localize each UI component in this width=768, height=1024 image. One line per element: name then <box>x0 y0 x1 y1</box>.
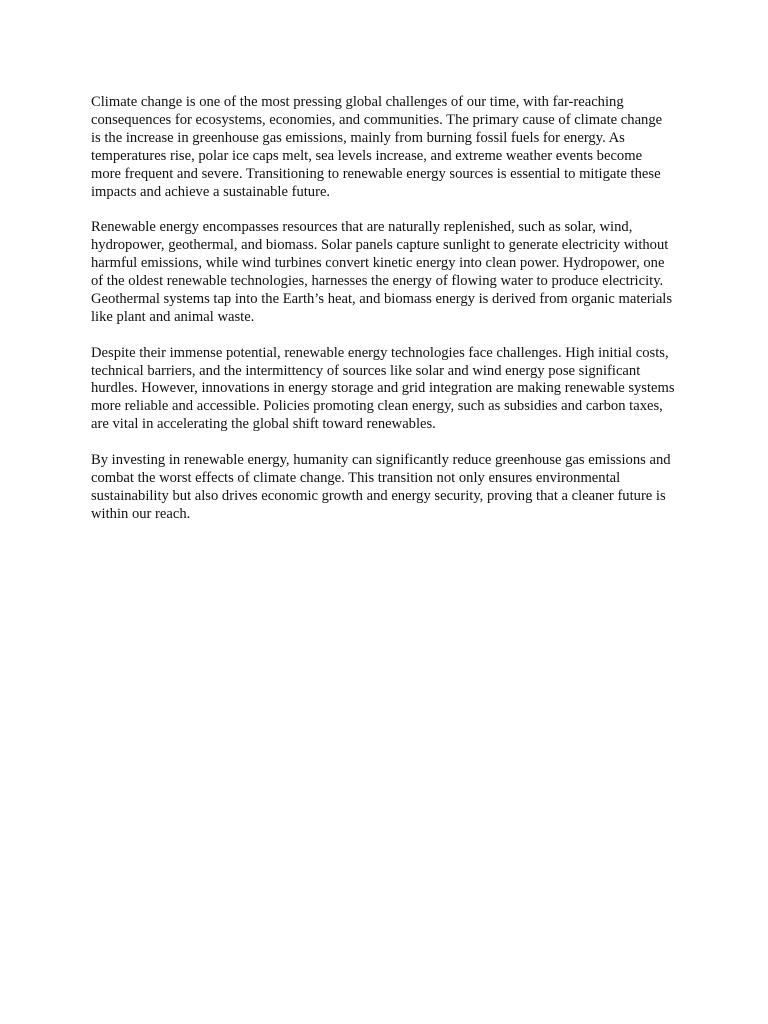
paragraph-4: By investing in renewable energy, humanity can significantly reduce greenhouse gas emissions and combat the worst effects of climate change. This transition not only ensures environmental sustainability but also drives economic growth and energy security, proving that a cleaner future is within our reach. <box>91 452 671 522</box>
document-body <box>91 94 675 542</box>
paragraph-2: Renewable energy encompasses resources that are naturally replenished, such as solar, wind, hydropower, geothermal, and biomass. Solar panels capture sunlight to generate electricity without harmful emissions, while wind turbines convert kinetic energy into clean power. Hydropower, one of the oldest renewable technologies, harnesses the energy of flowing water to produce electricity. Geothermal systems tap into the Earth’s heat, and biomass energy is derived from organic materials like plant and animal waste. <box>91 219 673 325</box>
paragraph-1: Climate change is one of the most pressing global challenges of our time, with far-reaching consequences for ecosystems, economies, and communities. The primary cause of climate change is the increase in greenhouse gas emissions, mainly from burning fossil fuels for energy. As temperatures rise, polar ice caps melt, sea levels increase, and extreme weather events become more frequent and severe. Transitioning to renewable energy sources is essential to mitigate these impacts and achieve a sustainable future. <box>91 94 663 200</box>
paragraph-3: Despite their immense potential, renewable energy technologies face challenges. High initial costs, technical barriers, and the intermittency of sources like solar and wind energy pose significant hurdles. However, innovations in energy storage and grid integration are making renewable systems more reliable and accessible. Policies promoting clean energy, such as subsidies and carbon taxes, are vital in accelerating the global shift toward renewables. <box>91 344 675 433</box>
